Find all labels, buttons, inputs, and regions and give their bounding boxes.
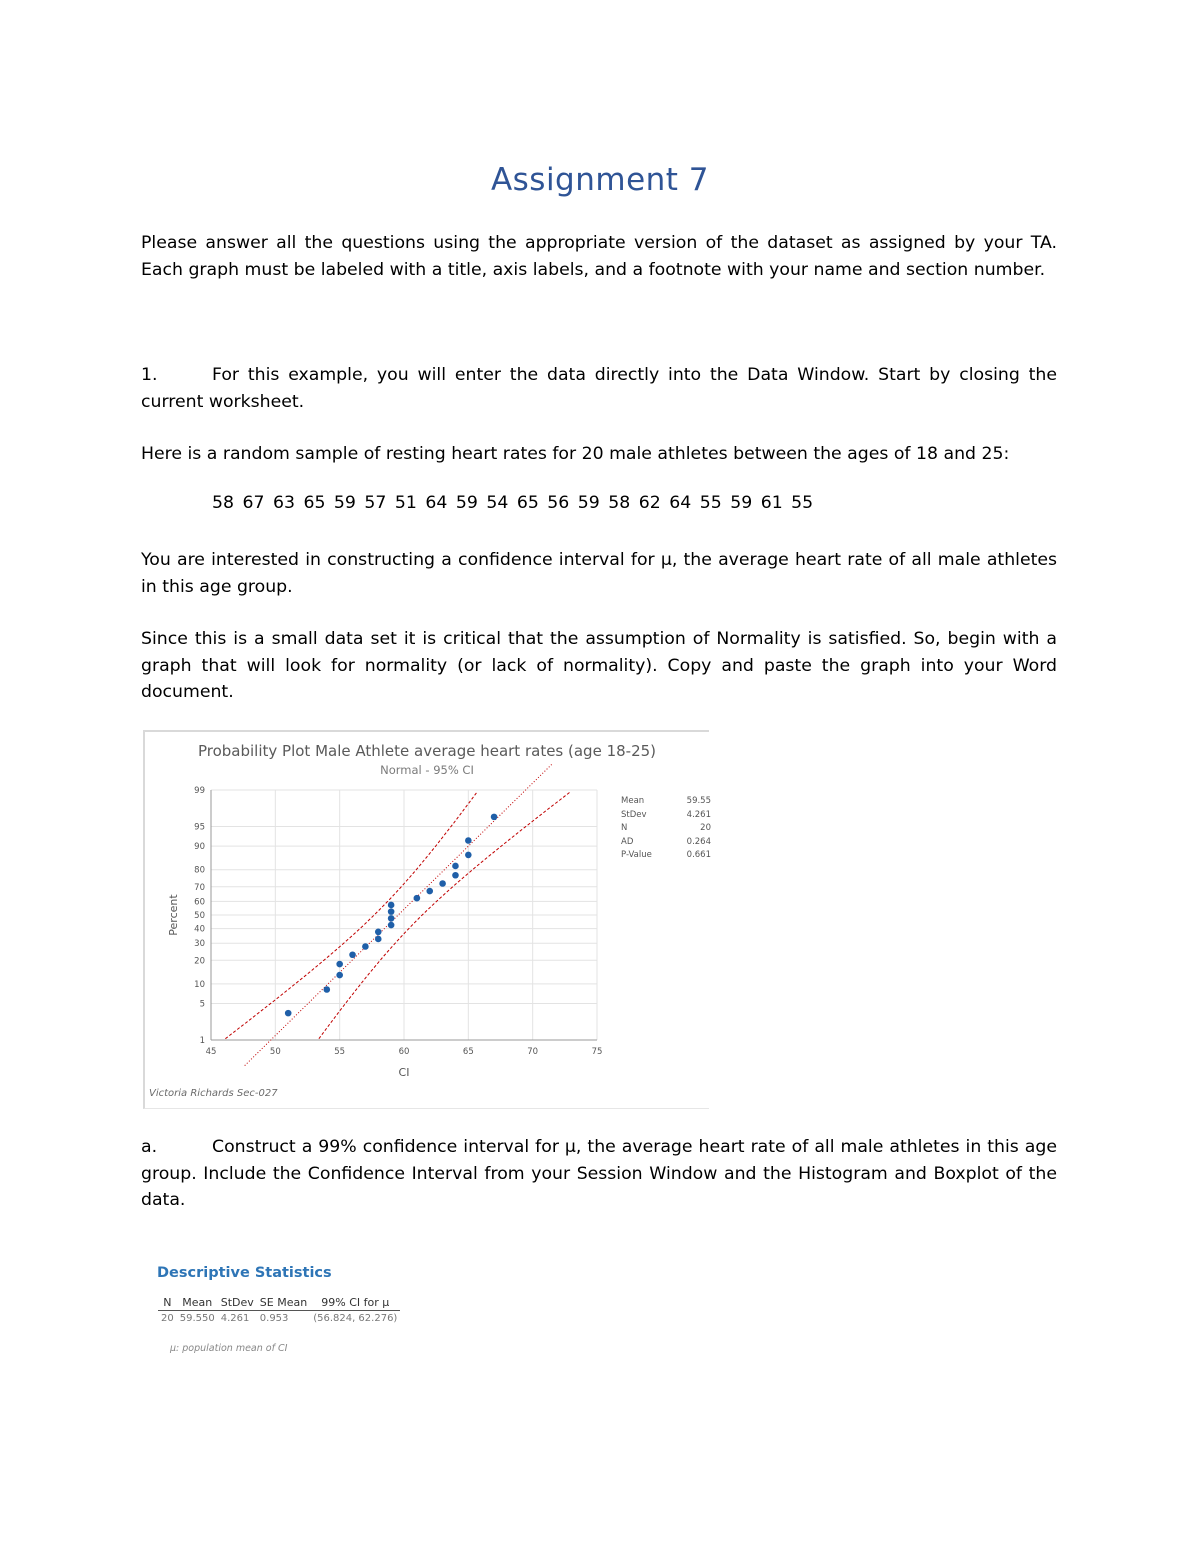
data-point [388,902,395,909]
stat-key: P-Value [621,850,652,860]
x-tick-label: 60 [398,1047,410,1057]
table-header-row [158,1295,400,1311]
data-point [336,972,343,979]
data-point [388,922,395,929]
y-tick-label: 99 [194,786,205,796]
column-header: Mean [177,1295,218,1311]
question-1a [141,1134,1057,1214]
intro-paragraph: Please answer all the questions using the appropriate version of the dataset as assigned by your TA. Each graph must be labeled with a title, axis labels, and a footnote with your name and section number. [141,233,1057,280]
y-tick-label: 10 [194,979,205,990]
stat-key: N [621,823,628,833]
data-point [465,837,472,844]
stat-key: Mean [621,796,645,806]
x-tick-label: 75 [591,1047,603,1057]
stat-value: 4.261 [686,809,711,820]
table-cell: 0.953 [259,1313,289,1324]
question-1 [141,362,1057,415]
table-row [158,1311,400,1327]
table-cell: 4.261 [220,1313,250,1324]
data-point [336,961,343,968]
data-point [362,943,369,950]
x-axis-label: CI [398,1066,410,1079]
chart-subtitle: Normal - 95% CI [380,763,474,777]
data-point [375,936,382,943]
interest-paragraph: You are interested in constructing a confidence interval for μ, the average heart rate of all male athletes in this age group. [141,550,1057,597]
data-point [388,915,395,922]
chart-footnote: Victoria Richards Sec-027 [149,1088,278,1099]
stat-value: 0.264 [686,836,711,847]
stat-key: StDev [621,809,647,820]
descriptive-statistics-table [158,1295,400,1326]
y-tick-label: 95 [194,822,205,833]
question-1a-text: Construct a 99% confidence interval for μ, the average heart rate of all male athletes in this age group. Include the Confidence Interval from your Session Window and the Histogram and Boxplot of the data. [141,1137,1057,1210]
data-point [388,908,395,915]
data-point [285,1010,292,1017]
question-1a-label: a. [141,1137,158,1157]
chart-title: Probability Plot Male Athlete average heart rates (age 18-25) [197,742,657,760]
table-cell: 20 [161,1313,174,1324]
column-header: StDev [218,1295,257,1311]
x-tick-label: 65 [462,1047,474,1057]
stats-legend [621,796,711,864]
descriptive-statistics-note: μ: population mean of CI [170,1343,288,1354]
stat-value: 0.661 [686,850,711,860]
data-point [426,888,433,895]
descriptive-statistics-title: Descriptive Statistics [157,1265,332,1281]
y-tick-label: 1 [199,1036,205,1046]
stat-value: 59.55 [686,796,711,806]
x-tick-label: 70 [527,1047,539,1057]
y-tick-label: 90 [194,842,205,853]
data-point [465,852,472,859]
column-header: SE Mean [257,1295,310,1311]
data-point [324,986,331,993]
data-point [491,814,498,821]
page-title: Assignment 7 [490,162,710,198]
column-header: 99% CI for μ [310,1295,400,1311]
y-tick-label: 20 [194,956,205,967]
question-1-text: For this example, you will enter the data directly into the Data Window. Start by closing the current worksheet. [141,365,1057,412]
table-cell: 59.550 [179,1313,215,1324]
y-axis-label: Percent [167,894,180,936]
y-tick-label: 40 [194,924,205,935]
stat-key: AD [621,836,634,847]
column-header: N [158,1295,177,1311]
y-tick-label: 70 [194,882,205,893]
normality-paragraph: Since this is a small data set it is critical that the assumption of Normality is satisfied. So, begin with a graph that will look for normality (or lack of normality). Copy and paste the graph into your Word document. [141,629,1057,702]
question-1-number: 1. [141,365,158,385]
y-tick-label: 30 [194,939,205,950]
y-tick-label: 60 [194,897,205,908]
y-tick-label: 5 [199,999,205,1010]
data-point [452,872,459,879]
sample-intro: Here is a random sample of resting heart rates for 20 male athletes between the ages of 18 and 25: [141,444,1010,464]
data-point [452,863,459,870]
table-cell: (56.824, 62.276) [313,1313,398,1324]
probability-plot [145,732,615,1079]
y-tick-label: 50 [194,911,205,921]
y-tick-label: 80 [194,865,205,876]
stat-value: 20 [700,823,711,833]
data-point [414,895,421,902]
data-values: 58 67 63 65 59 57 51 64 59 54 65 56 59 58 62 64 55 59 61 55 [212,493,814,513]
x-tick-label: 45 [205,1047,217,1057]
data-point [375,929,382,936]
data-point [439,880,446,887]
x-tick-label: 55 [334,1047,346,1057]
data-point [349,951,356,958]
x-tick-label: 50 [269,1047,281,1057]
probability-plot-figure [143,730,709,1109]
